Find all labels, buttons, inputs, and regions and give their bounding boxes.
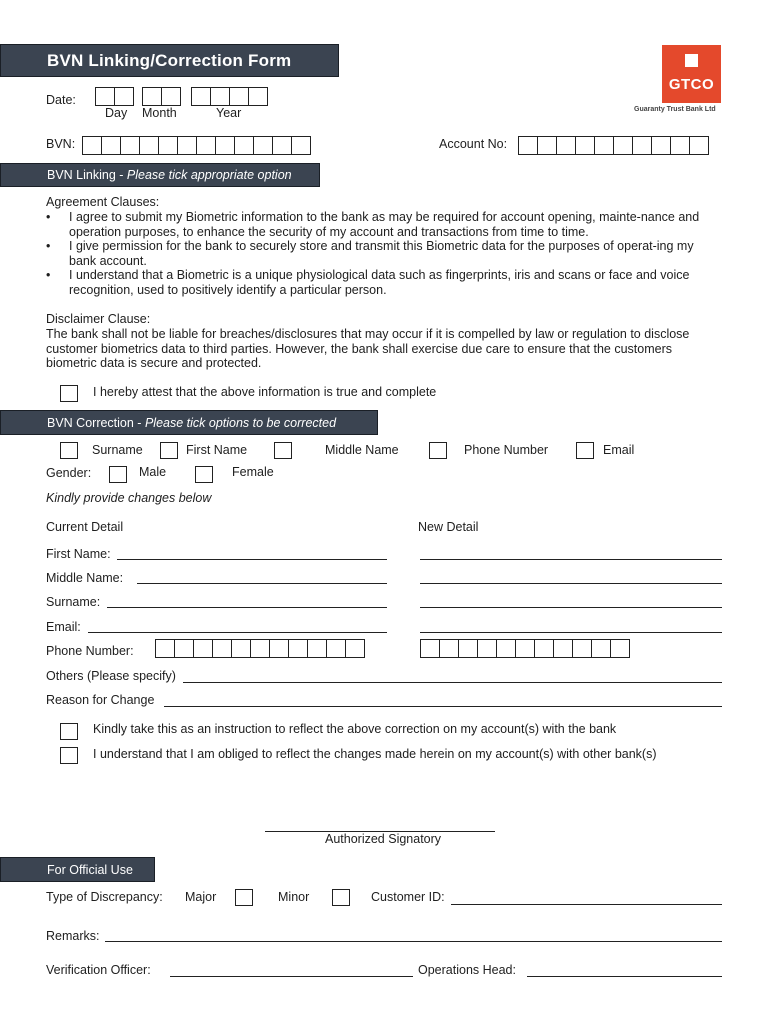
instruction-1-checkbox[interactable] — [60, 723, 78, 740]
minor-checkbox[interactable] — [332, 889, 350, 906]
others-line[interactable] — [183, 682, 722, 683]
phone-option-label: Phone Number — [464, 443, 549, 457]
instruction-1-label: Kindly take this as an instruction to reflect the above correction on my account(s) with the bank — [93, 722, 617, 736]
email-option-label: Email — [603, 443, 635, 457]
surname-option-label: Surname — [92, 443, 143, 457]
new-surname-line[interactable] — [420, 607, 722, 608]
surname-option-checkbox[interactable] — [60, 442, 78, 459]
form-title-bar — [0, 44, 339, 77]
new-detail-heading: New Detail — [418, 520, 479, 534]
email-option-checkbox[interactable] — [576, 442, 594, 459]
clause-3: • I understand that a Biometric is a unique physiological data such as fingerprints, iris and scans or face and voice recognition, used to positively identify a particular person. — [46, 268, 690, 297]
date-day-cells[interactable] — [95, 87, 134, 106]
clause-2: • I give permission for the bank to securely store and transmit this Biometric data for the purposes of operat-ing my bank account. — [46, 239, 694, 268]
discrepancy-label: Type of Discrepancy: — [46, 890, 163, 904]
bvn-label: BVN: — [46, 137, 76, 151]
reason-line[interactable] — [164, 706, 722, 707]
middle-name-option-label: Middle Name — [325, 443, 399, 457]
date-label: Date: — [46, 93, 76, 107]
remarks-line[interactable] — [105, 941, 722, 942]
customer-id-line[interactable] — [451, 904, 722, 905]
attest-label: I hereby attest that the above information is true and complete — [93, 385, 437, 399]
day-label: Day — [105, 106, 128, 120]
middle-name-label: Middle Name: — [46, 571, 124, 585]
account-cells[interactable] — [518, 136, 709, 155]
female-checkbox[interactable] — [195, 466, 213, 483]
female-label: Female — [232, 465, 274, 479]
logo-subtitle: Guaranty Trust Bank Ltd — [634, 106, 716, 113]
others-label: Others (Please specify) — [46, 669, 176, 683]
gtco-logo — [662, 45, 721, 103]
operations-head-label: Operations Head: — [418, 963, 516, 977]
official-section-bar — [0, 857, 155, 882]
gender-label: Gender: — [46, 466, 92, 480]
first-name-label: First Name: — [46, 547, 111, 561]
changes-note: Kindly provide changes below — [46, 491, 212, 505]
agreement-title: Agreement Clauses: — [46, 195, 160, 209]
major-label: Major — [185, 890, 217, 904]
disclaimer-text: The bank shall not be liable for breaches/disclosures that may occur if it is compelled by law or regulation to disclose customer biometrics data to third parties. However, the bank shall exercise due care to ensure that the customers biometric data is secure and protected. — [46, 327, 690, 371]
verification-officer-line[interactable] — [170, 976, 413, 977]
male-label: Male — [139, 465, 167, 479]
disclaimer-title: Disclaimer Clause: — [46, 312, 151, 326]
current-detail-heading: Current Detail — [46, 520, 124, 534]
official-heading: For Official Use — [47, 862, 133, 877]
signatory-label: Authorized Signatory — [325, 832, 442, 846]
current-surname-line[interactable] — [107, 607, 387, 608]
remarks-label: Remarks: — [46, 929, 100, 943]
new-phone-cells[interactable] — [420, 639, 630, 658]
form-title: BVN Linking/Correction Form — [47, 50, 292, 70]
bullet-icon: • — [46, 268, 51, 282]
new-email-line[interactable] — [420, 632, 722, 633]
operations-head-line[interactable] — [527, 976, 722, 977]
clause-1: • I agree to submit my Biometric information to the bank as may be required for account opening, mainte-nance and operation purposes, to enhance the security of my account and transactions from time to time. — [46, 210, 700, 239]
current-first-name-line[interactable] — [117, 559, 387, 560]
new-first-name-line[interactable] — [420, 559, 722, 560]
male-checkbox[interactable] — [109, 466, 127, 483]
year-label: Year — [216, 106, 242, 120]
major-checkbox[interactable] — [235, 889, 253, 906]
first-name-option-checkbox[interactable] — [160, 442, 178, 459]
attest-checkbox[interactable] — [60, 385, 78, 402]
correction-heading: BVN Correction - Please tick options to be corrected — [47, 415, 337, 430]
bvn-cells[interactable] — [82, 136, 311, 155]
logo-text: GTCO — [668, 76, 715, 93]
bullet-icon: • — [46, 210, 51, 224]
phone-option-checkbox[interactable] — [429, 442, 447, 459]
linking-heading: BVN Linking - Please tick appropriate option — [47, 168, 292, 182]
new-middle-name-line[interactable] — [420, 583, 722, 584]
date-month-cells[interactable] — [142, 87, 181, 106]
current-middle-name-line[interactable] — [137, 583, 387, 584]
logo-square-icon — [685, 54, 698, 67]
account-label: Account No: — [439, 137, 508, 151]
surname-label: Surname: — [46, 595, 101, 609]
date-year-cells[interactable] — [191, 87, 268, 106]
month-label: Month — [142, 106, 177, 120]
minor-label: Minor — [278, 890, 310, 904]
email-label: Email: — [46, 620, 81, 634]
current-email-line[interactable] — [88, 632, 387, 633]
correction-section-bar — [0, 410, 378, 435]
instruction-2-label: I understand that I am obliged to reflect the changes made herein on my account(s) with other bank(s) — [93, 747, 657, 761]
phone-label: Phone Number: — [46, 644, 134, 658]
bullet-icon: • — [46, 239, 51, 253]
current-phone-cells[interactable] — [155, 639, 365, 658]
first-name-option-label: First Name — [186, 443, 248, 457]
reason-label: Reason for Change — [46, 693, 155, 707]
verification-officer-label: Verification Officer: — [46, 963, 151, 977]
middle-name-option-checkbox[interactable] — [274, 442, 292, 459]
customer-id-label: Customer ID: — [371, 890, 445, 904]
instruction-2-checkbox[interactable] — [60, 747, 78, 764]
linking-section-bar — [0, 163, 320, 187]
